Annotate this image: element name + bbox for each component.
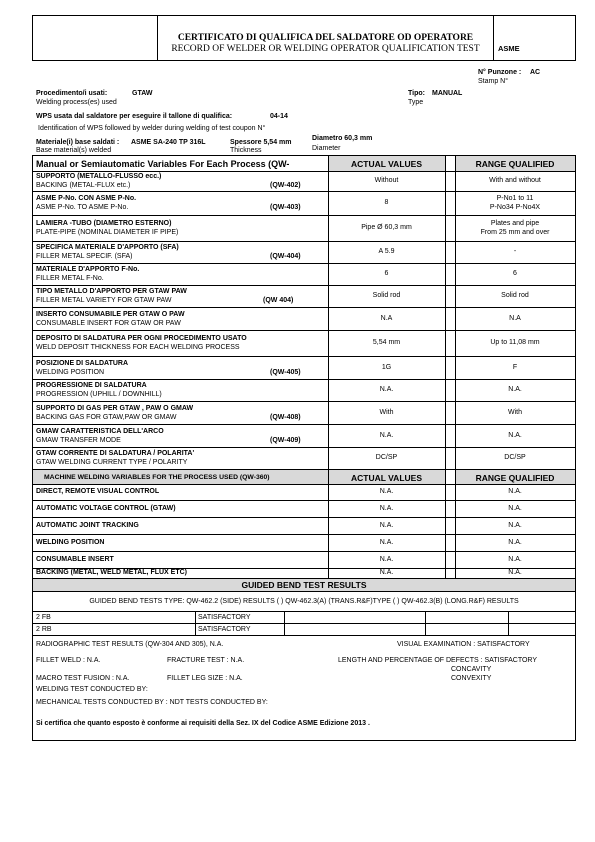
range-value-line2: P-No34 P-No4X (489, 204, 541, 211)
variable-italian: INSERTO CONSUMABILE PER GTAW O PAW (36, 311, 185, 318)
range-value: DC/SP (504, 454, 526, 461)
manual-variable-row (32, 285, 576, 307)
variable-ref: (QW-409) (270, 437, 301, 444)
actual-value: 1G (381, 364, 392, 371)
variable-italian: POSIZIONE DI SALDATURA (36, 360, 129, 367)
variable-ref: (QW-404) (270, 253, 301, 260)
range-value: Plates and pipe (490, 220, 540, 227)
defects-result: LENGTH AND PERCENTAGE OF DEFECTS : SATISFACTORY (338, 657, 538, 664)
manual-variable-row (32, 379, 576, 401)
bend-result-1: SATISFACTORY (198, 614, 251, 621)
actual-value: N.A. (379, 432, 394, 439)
variable-italian: GMAW CARATTERISTICA DELL'ARCO (36, 428, 164, 435)
manual-variable-row (32, 307, 576, 330)
machine-actual-value: N.A. (379, 505, 394, 512)
concavity-label: CONCAVITY (451, 666, 492, 673)
variable-english: GTAW WELDING CURRENT TYPE / POLARITY (36, 459, 188, 466)
welding-test-conducted: WELDING TEST CONDUCTED BY: (36, 686, 148, 693)
range-value: Solid rod (501, 292, 529, 299)
actual-values-header: ACTUAL VALUES (351, 159, 422, 169)
machine-variable-label: AUTOMATIC JOINT TRACKING (36, 522, 139, 529)
machine-actual-value: N.A. (379, 488, 394, 495)
variable-italian: SPECIFICA MATERIALE D'APPORTO (SFA) (36, 244, 179, 251)
variable-english: BACKING (METAL-FLUX etc.) (36, 182, 131, 189)
variable-ref: (QW-402) (270, 182, 301, 189)
variable-italian: GTAW CORRENTE DI SALDATURA / POLARITA' (36, 450, 195, 457)
bend-type-1: 2 FB (36, 614, 51, 621)
wps-value: 04-14 (270, 113, 288, 120)
fracture-result: FRACTURE TEST : N.A. (167, 657, 245, 664)
variable-ref: (QW 404) (263, 297, 294, 304)
variable-english: BACKING GAS FOR GTAW,PAW OR GMAW (36, 414, 177, 421)
actual-value: DC/SP (375, 454, 398, 461)
variable-ref: (QW-405) (270, 369, 301, 376)
variable-english: GMAW TRANSFER MODE (36, 437, 121, 444)
machine-variable-row (32, 500, 576, 517)
bend-types-rule (32, 611, 576, 612)
manual-variable-row (32, 241, 576, 263)
machine-variable-label: WELDING POSITION (36, 539, 105, 546)
range-value-line2: From 25 mm and over (480, 229, 550, 236)
variable-ref: (QW-408) (270, 414, 301, 421)
bend-type-2: 2 RB (36, 626, 52, 633)
type-english: Type (408, 99, 424, 106)
range-value: With (508, 409, 522, 416)
variable-italian: TIPO METALLO D'APPORTO PER GTAW PAW (36, 288, 187, 295)
convexity-label: CONVEXITY (451, 675, 492, 682)
variable-english: CONSUMABLE INSERT FOR GTAW OR PAW (36, 320, 181, 327)
variable-english: WELD DEPOSIT THICKNESS FOR EACH WELDING PROCESS (36, 344, 240, 351)
range-value: P-No1 to 11 (496, 195, 534, 202)
bend-row-rule (32, 623, 576, 624)
radiographic-result: RADIOGRAPHIC TEST RESULTS (QW-304 AND 305), N.A. (36, 641, 224, 648)
machine-variable-row (32, 484, 576, 500)
variable-english: PLATE-PIPE (NOMINAL DIAMETER IF PIPE) (36, 229, 179, 236)
procedure-english: Welding process(es) used (36, 99, 117, 106)
machine-actual-value: N.A. (379, 522, 394, 529)
machine-variable-row (32, 534, 576, 551)
range-qualified-header: RANGE QUALIFIED (475, 159, 555, 169)
actual-value: Solid rod (372, 292, 401, 299)
machine-range-value: N.A. (508, 505, 522, 512)
fillet-weld-result: FILLET WELD : N.A. (36, 657, 101, 664)
actual-value: N.A (380, 315, 393, 322)
thickness-english: Thickness (230, 147, 262, 154)
machine-range-header: RANGE QUALIFIED (475, 473, 555, 483)
title-italian: CERTIFICATO DI QUALIFICA DEL SALDATORE OD OPERATORE (177, 33, 474, 43)
fillet-leg-result: FILLET LEG SIZE : N.A. (167, 675, 243, 682)
manual-variable-row (32, 191, 576, 215)
variable-english: FILLER METAL VARIETY FOR GTAW PAW (36, 297, 172, 304)
machine-range-value: N.A. (508, 522, 522, 529)
type-value: MANUAL (432, 90, 463, 97)
actual-value: With (379, 409, 394, 416)
actual-value: 8 (384, 199, 389, 206)
machine-actual-value: N.A. (379, 569, 394, 576)
range-value: 6 (513, 270, 517, 277)
machine-actual-header: ACTUAL VALUES (351, 473, 422, 483)
machine-variable-label: DIRECT, REMOTE VISUAL CONTROL (36, 488, 160, 495)
manual-variable-row (32, 263, 576, 285)
manual-variable-row (32, 330, 576, 356)
machine-variable-label: BACKING (METAL, WELD METAL, FLUX ETC) (36, 569, 187, 576)
base-material-value: ASME SA-240 TP 316L (131, 139, 206, 146)
base-material-english: Base material(s) welded (36, 147, 112, 154)
type-label: Tipo: (408, 90, 425, 97)
machine-range-value: N.A. (508, 569, 522, 576)
range-value: F (512, 364, 518, 371)
actual-value: Without (374, 177, 399, 184)
bend-heading: GUIDED BEND TEST RESULTS (241, 580, 367, 590)
machine-actual-value: N.A. (379, 556, 394, 563)
variable-italian: SUPPORTO DI GAS PER GTAW , PAW O GMAW (36, 405, 194, 412)
variable-italian: ASME P-No. CON ASME P-No. (36, 195, 137, 202)
machine-actual-value: N.A. (379, 539, 394, 546)
machine-range-value: N.A. (508, 539, 522, 546)
range-value: - (513, 248, 517, 255)
manual-variable-row (32, 356, 576, 379)
range-value: N.A (509, 315, 521, 322)
punzone-label: N° Punzone : (478, 69, 522, 76)
mechanical-tests: MECHANICAL TESTS CONDUCTED BY : NDT TESTS CONDUCTED BY: (36, 699, 268, 706)
wps-label: WPS usata dal saldatore per eseguire il tallone di qualifica: (36, 113, 233, 120)
actual-value: A 5.9 (378, 248, 395, 255)
header-code: ASME (498, 44, 520, 53)
range-value: Up to 11,08 mm (490, 339, 540, 346)
bend-heading-rule (32, 591, 576, 592)
range-value: With and without (489, 177, 541, 184)
variable-english: WELDING POSITION (36, 369, 105, 376)
macro-result: MACRO TEST FUSION : N.A. (36, 675, 130, 682)
actual-value: 5,54 mm (372, 339, 401, 346)
machine-range-value: N.A. (508, 488, 522, 495)
machine-variable-label: AUTOMATIC VOLTAGE CONTROL (GTAW) (36, 505, 176, 512)
actual-value: Pipe Ø 60,3 mm (361, 224, 412, 231)
machine-variable-row (32, 517, 576, 534)
variable-english: PROGRESSION (UPHILL / DOWNHILL) (36, 391, 162, 398)
manual-variable-row (32, 215, 576, 241)
machine-variable-label: CONSUMABLE INSERT (36, 556, 114, 563)
manual-heading: Manual or Semiautomatic Variables For Each Process (QW- (36, 159, 290, 169)
machine-range-value: N.A. (508, 556, 522, 563)
diameter-english: Diameter (312, 145, 341, 152)
variable-english: FILLER METAL SPECIF. (SFA) (36, 253, 133, 260)
bend-types: GUIDED BEND TESTS TYPE: QW-462.2 (SIDE) RESULTS ( ) QW-462.3(A) (TRANS.R&F)TYPE ( ) QW-462.3(B) (LONG.R&F) RESULTS (89, 598, 519, 605)
diameter-label: Diametro 60,3 mm (312, 135, 373, 142)
manual-variable-row (32, 171, 576, 191)
variable-italian: PROGRESSIONE DI SALDATURA (36, 382, 147, 389)
range-value: N.A. (508, 432, 522, 439)
variable-italian: DEPOSITO DI SALDATURA PER OGNI PROCEDIMENTO USATO (36, 335, 247, 342)
title-english: RECORD OF WELDER OR WELDING OPERATOR QUALIFICATION TEST (171, 44, 480, 54)
variable-italian: MATERIALE D'APPORTO F-No. (36, 266, 140, 273)
bend-bottom-rule (32, 635, 576, 636)
variable-italian: SUPPORTO (METALLO-FLUSSO ecc.) (36, 173, 162, 180)
wps-english: Identification of WPS followed by welder during welding of test coupon N° (38, 125, 266, 132)
stamp-label: Stamp N° (478, 78, 509, 85)
machine-variable-row (32, 568, 576, 578)
machine-variable-row (32, 551, 576, 568)
thickness-label: Spessore 5,54 mm (230, 139, 292, 146)
procedure-label: Procedimento/i usati: (36, 90, 108, 97)
manual-variable-row (32, 447, 576, 469)
manual-variable-row (32, 424, 576, 447)
manual-variable-row (32, 401, 576, 424)
visual-result: VISUAL EXAMINATION : SATISFACTORY (397, 641, 530, 648)
actual-value: N.A. (379, 386, 394, 393)
header-divider-right (493, 15, 494, 61)
actual-value: 6 (384, 270, 389, 277)
procedure-value: GTAW (132, 90, 153, 97)
bend-result-2: SATISFACTORY (198, 626, 251, 633)
variable-english: ASME P-No. TO ASME P-No. (36, 204, 129, 211)
range-value: N.A. (508, 386, 522, 393)
base-material-label: Materiale(i) base saldati : (36, 139, 120, 146)
machine-heading: MACHINE WELDING VARIABLES FOR THE PROCESS USED (QW-360) (44, 474, 270, 481)
certify-statement: Si certifica che quanto esposto è conforme ai requisiti della Sez. IX del Codice ASME Edizione 2013 . (36, 720, 370, 727)
variable-ref: (QW-403) (270, 204, 301, 211)
variable-italian: LAMIERA -TUBO (DIAMETRO ESTERNO) (36, 220, 172, 227)
punzone-value: AC (530, 69, 541, 76)
variable-english: FILLER METAL F-No. (36, 275, 104, 282)
